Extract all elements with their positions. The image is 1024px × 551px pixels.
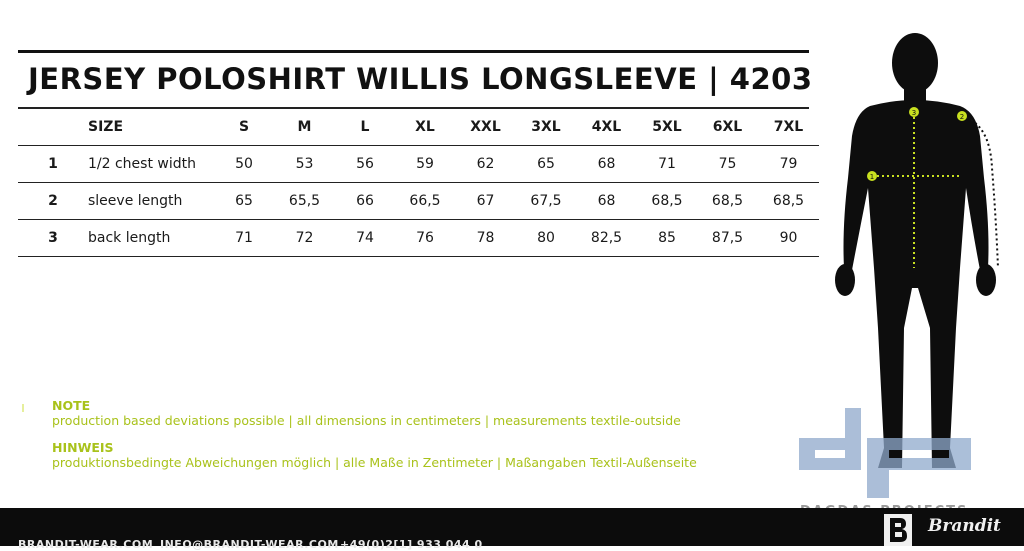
hinweis-text: produktionsbedingte Abweichungen möglich | alle Maße in Zentimeter | Maßangaben Textil-Außenseite [52,455,697,470]
table-cell: 59 [395,146,455,183]
table-cell: 78 [455,220,516,257]
marker-3-label: 3 [911,109,917,117]
marker-1 [867,171,877,181]
table-cell: 68,5 [637,183,697,220]
table-cell: 76 [395,220,455,257]
row-label: sleeve length [88,183,214,220]
table-cell: 65 [516,146,576,183]
table-row [18,183,819,220]
table-header-row [18,109,819,146]
table-row [18,220,819,257]
table-cell: 65,5 [274,183,335,220]
size-table [18,109,819,257]
footer-email[interactable]: INFO@BRANDIT-WEAR.COM [160,538,339,551]
table-cell: 67,5 [516,183,576,220]
table-cell: 66 [335,183,395,220]
table-cell: 68 [576,146,637,183]
table-cell: 72 [274,220,335,257]
size-s: S [238,119,250,135]
table-cell: 87,5 [697,220,758,257]
size-5xl: 5XL [652,119,682,135]
body-silhouette [835,33,996,468]
table-cell: 62 [455,146,516,183]
table-cell: 90 [758,220,819,257]
table-cell: 56 [335,146,395,183]
table-row [18,146,819,183]
footer-bar [0,508,1024,551]
brand-b-icon [884,514,912,546]
note-text: production based deviations possible | all dimensions in centimeters | measurements textile-outside [52,413,681,428]
size-4xl: 4XL [591,119,622,135]
table-cell: 68,5 [697,183,758,220]
row-label: 1/2 chest width [88,146,214,183]
row-number: 2 [18,183,88,220]
row-number: 3 [18,220,88,257]
size-3xl: 3XL [531,119,561,135]
marker-3 [909,107,919,117]
table-cell: 82,5 [576,220,637,257]
header-num [18,109,88,146]
table-cell: 66,5 [395,183,455,220]
marker-2 [957,111,967,121]
row-label: back length [88,220,214,257]
size-xxl: XXL [470,119,501,135]
table-cell: 68,5 [758,183,819,220]
size-l: L [360,119,370,135]
table-cell: 71 [214,220,274,257]
page-title: JERSEY POLOSHIRT WILLIS LONGSLEEVE | 4203 [28,62,813,96]
table-cell: 65 [214,183,274,220]
watermark-logo [795,408,985,508]
table-cell: 75 [697,146,758,183]
table-cell: 53 [274,146,335,183]
marker-2-label: 2 [959,113,965,121]
footer-website[interactable]: BRANDIT-WEAR.COM [18,538,154,551]
table-cell: 50 [214,146,274,183]
table-cell: 74 [335,220,395,257]
footer-phone: +49(0)2[1] 933 044 0 [340,538,483,551]
size-7xl: 7XL [773,119,804,135]
table-cell: 79 [758,146,819,183]
brand-logo-text: Brandit [928,516,1001,536]
table-cell: 80 [516,220,576,257]
size-6xl: 6XL [712,119,743,135]
marker-1-label: 1 [869,173,875,181]
size-xl: XL [415,119,435,135]
row-number: 1 [18,146,88,183]
top-rule [18,50,809,53]
note-bullet [22,404,24,412]
note-block [30,398,697,428]
note-heading: NOTE [52,398,91,413]
header-size: SIZE [88,119,124,135]
table-cell: 67 [455,183,516,220]
table-cell: 85 [637,220,697,257]
hinweis-block [30,440,697,470]
table-cell: 71 [637,146,697,183]
hinweis-heading: HINWEIS [52,440,114,455]
table-cell: 68 [576,183,637,220]
size-m: M [297,119,312,135]
notes-section [30,398,697,482]
